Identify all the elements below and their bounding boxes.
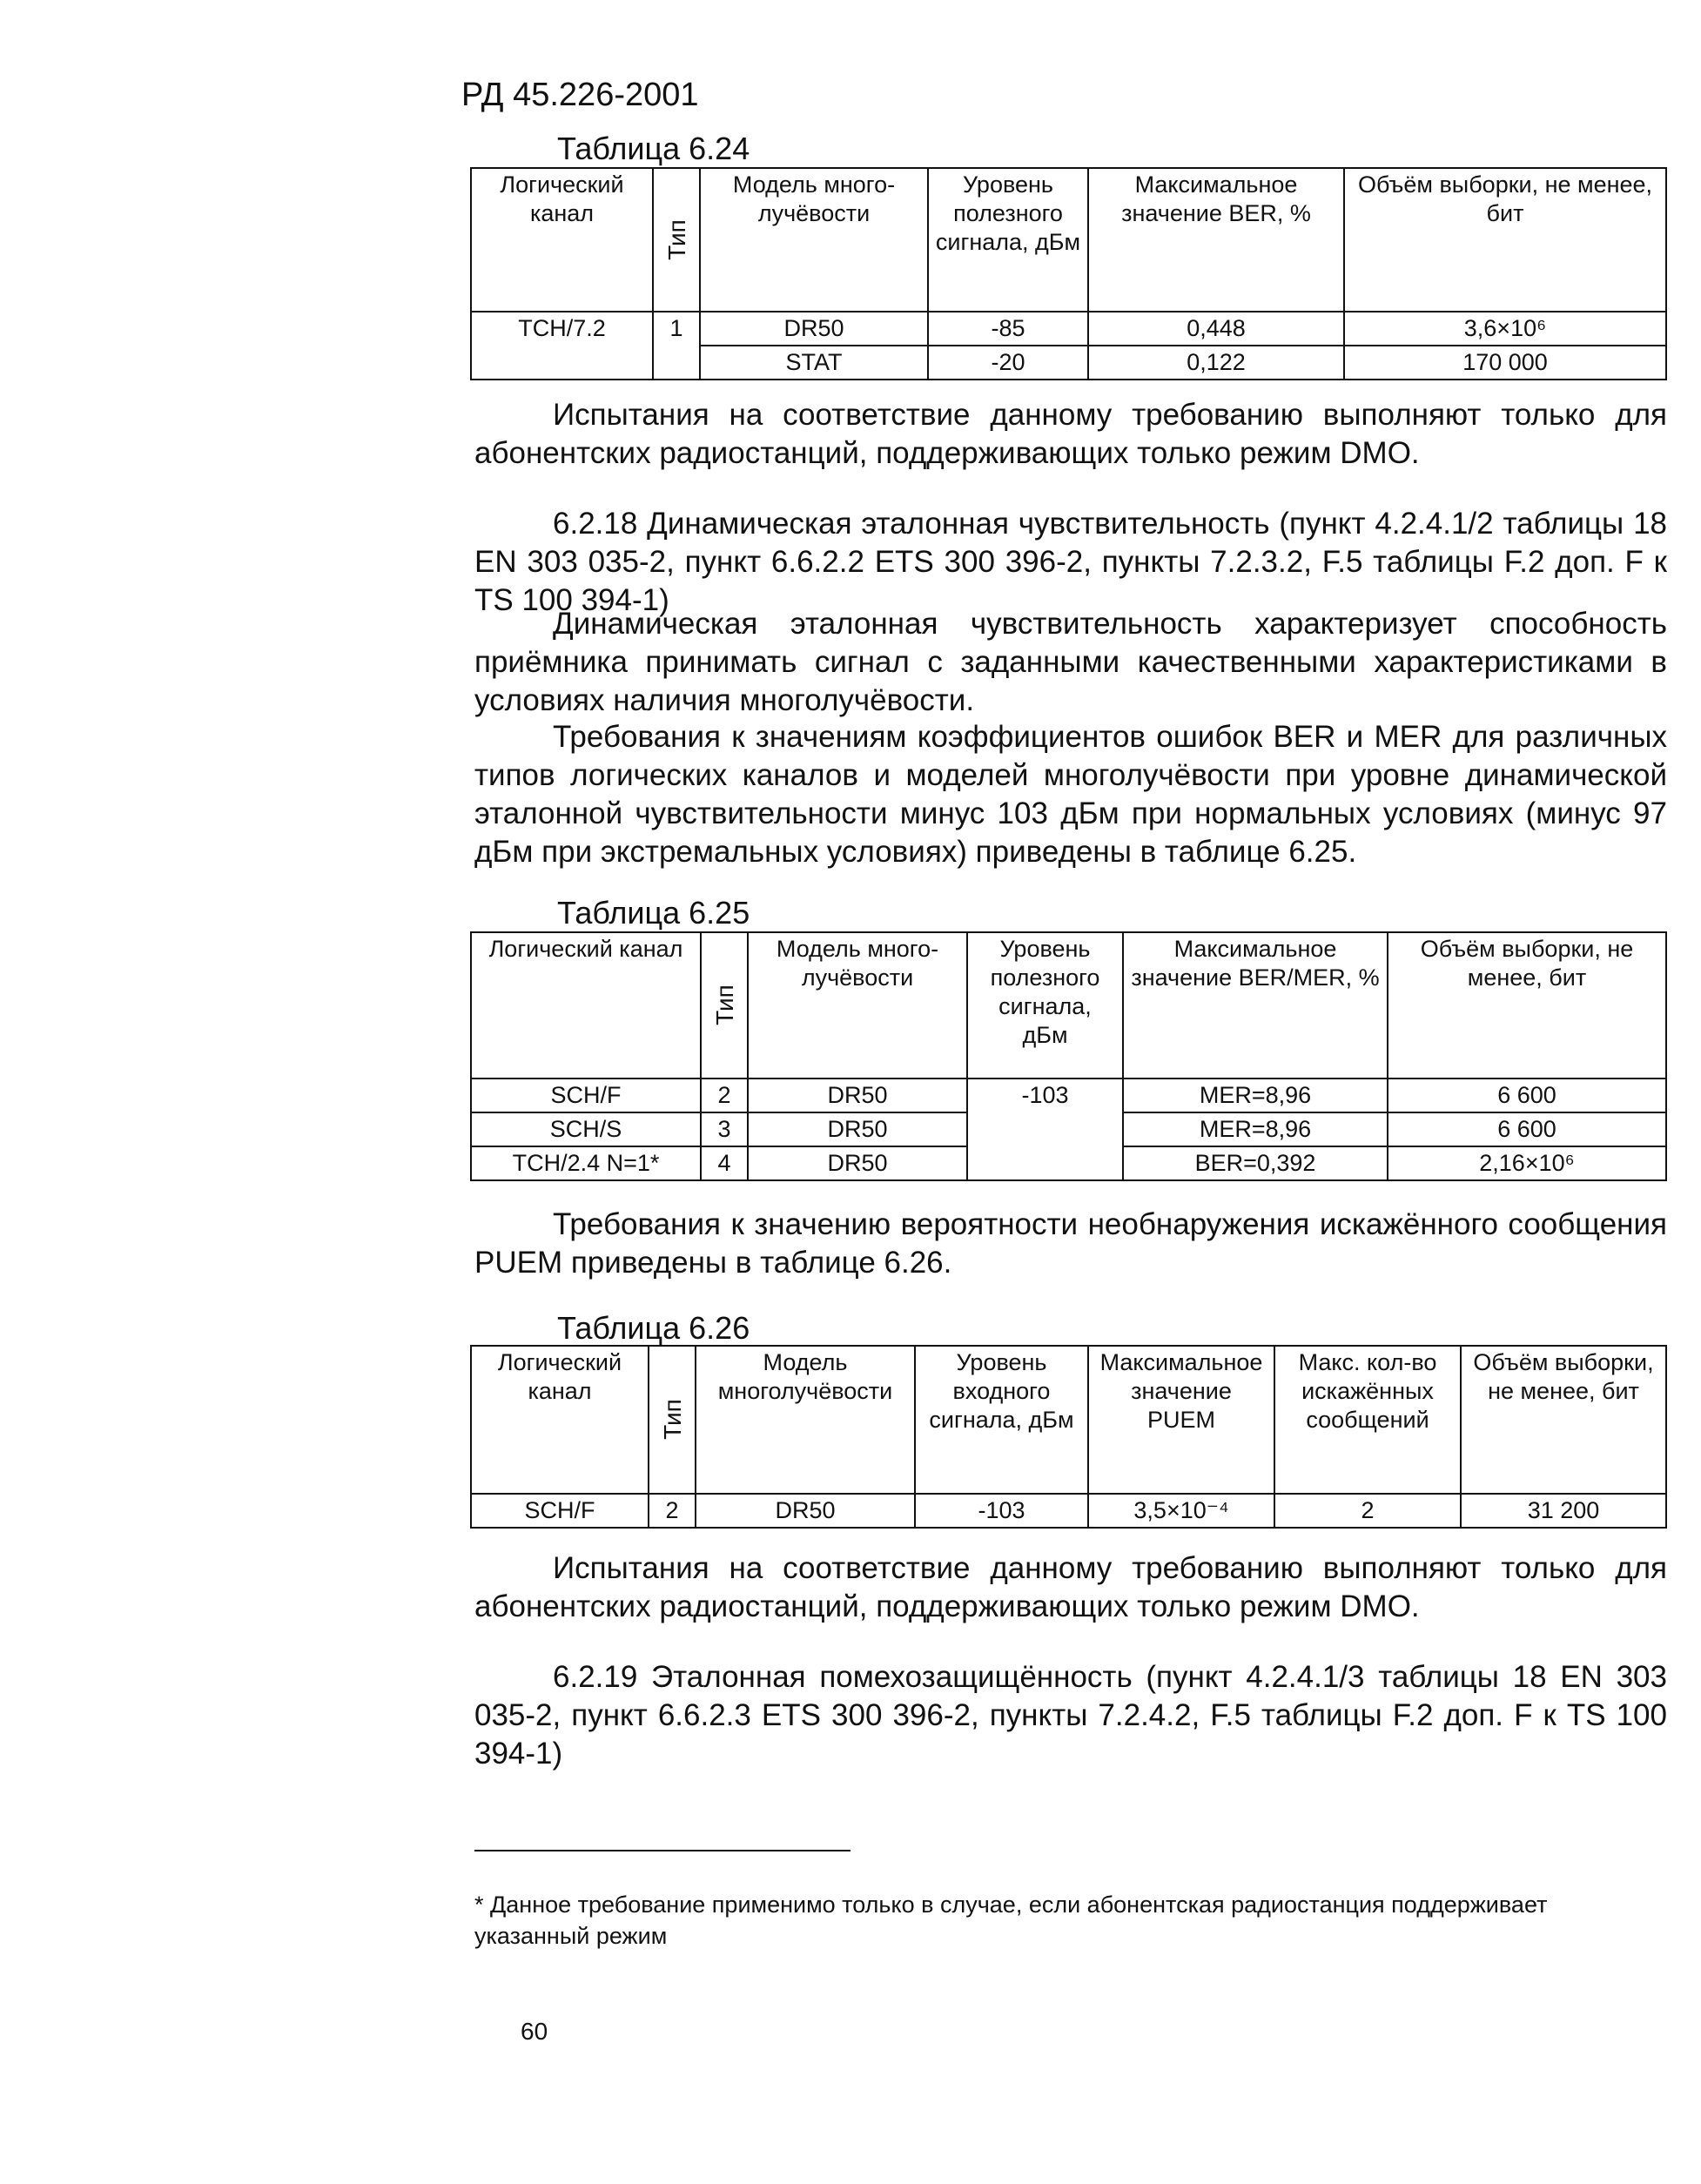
cell-ber: 0,448 xyxy=(1088,312,1344,346)
col-header-count: Макс. кол-во искажённых сообщений xyxy=(1274,1346,1461,1494)
cell-level: -85 xyxy=(928,312,1088,346)
col-header-channel: Логический канал xyxy=(471,1346,649,1494)
cell-channel: SCH/F xyxy=(471,1079,701,1112)
cell-channel: TCH/7.2 xyxy=(471,312,653,380)
cell-type: 4 xyxy=(701,1146,748,1180)
cell-count: 2 xyxy=(1274,1494,1461,1528)
footnote: * Данное требование применимо только в случае, если абонентская радиостанция поддерживает указанный режим xyxy=(474,1892,1548,1949)
col-header-channel: Логический канал xyxy=(471,932,701,1079)
paragraph-6-2-18: 6.2.18 Динамическая эталонная чувствительность (пункт 4.2.4.1/2 таблицы 18 EN 303 035-2, пункт 6.6.2.2 ETS 300 396-2, пункты 7.2.3.2, F.5 таблицы F.2 доп. F к TS 100 394-1) xyxy=(474,507,1667,617)
cell-type: 1 xyxy=(653,312,700,380)
col-header-channel: Логический канал xyxy=(471,168,653,312)
cell-type: 3 xyxy=(701,1112,748,1146)
document-header: РД 45.226-2001 xyxy=(461,77,699,113)
table-6-24-caption: Таблица 6.24 xyxy=(557,131,750,166)
col-header-sample: Объём выборки, не менее, бит xyxy=(1461,1346,1666,1494)
paragraph-dmo-note-1: Испытания на соответствие данному требованию выполняют только для абонентских радиостанций, поддерживающих только режим DMO. xyxy=(474,398,1667,470)
page-number: 60 xyxy=(521,2018,548,2045)
cell-sample: 3,6×10⁶ xyxy=(1344,312,1666,346)
col-header-model: Модель много-лучёвости xyxy=(700,168,928,312)
cell-ber: 0,122 xyxy=(1088,346,1344,380)
paragraph-6-2-19: 6.2.19 Эталонная помехозащищённость (пункт 4.2.4.1/3 таблицы 18 EN 303 035-2, пункт 6.6.2.3 ETS 300 396-2, пункты 7.2.4.2, F.5 таблицы F.2 доп. F к TS 100 394-1) xyxy=(474,1660,1667,1771)
cell-type: 2 xyxy=(649,1494,696,1528)
col-header-puem: Максимальное значение PUEM xyxy=(1088,1346,1274,1494)
cell-channel: SCH/F xyxy=(471,1494,649,1528)
paragraph-puem: Требования к значению вероятности необнаружения искажённого сообщения PUEM приведены в таблице 6.26. xyxy=(474,1207,1667,1280)
paragraph-definition: Динамическая эталонная чувствительность характеризует способность приёмника принимать сигнал с заданными качественными характеристиками в условиях наличия многолучёвости. xyxy=(474,607,1667,717)
cell-puem: 3,5×10⁻⁴ xyxy=(1088,1494,1274,1528)
table-6-24 xyxy=(470,167,1667,380)
col-header-type: Тип xyxy=(649,1346,696,1494)
col-header-type: Тип xyxy=(653,168,700,312)
paragraph-requirements: Требования к значениям коэффициентов ошибок BER и MER для различных типов логических каналов и моделей многолучёвости при уровне динамической эталонной чувствительности минус 103 дБм при нормальных условиях (минус 97 дБм при экстремальных условиях) приведены в таблице 6.25. xyxy=(474,720,1667,869)
cell-model: DR50 xyxy=(748,1146,967,1180)
cell-model: DR50 xyxy=(748,1079,967,1112)
cell-level: -103 xyxy=(915,1494,1088,1528)
col-header-model: Модель много-лучёвости xyxy=(748,932,967,1079)
cell-sample: 6 600 xyxy=(1388,1079,1666,1112)
col-header-level: Уровень входного сигнала, дБм xyxy=(915,1346,1088,1494)
col-header-sample: Объём выборки, не менее, бит xyxy=(1388,932,1666,1079)
cell-model: DR50 xyxy=(748,1112,967,1146)
col-header-level: Уровень полезного сигнала, дБм xyxy=(967,932,1123,1079)
col-header-model: Модель многолучёвости xyxy=(696,1346,915,1494)
table-6-26 xyxy=(470,1345,1667,1529)
col-header-ber: Максимальное значение BER, % xyxy=(1088,168,1344,312)
cell-model: STAT xyxy=(700,346,928,380)
table-6-25-caption: Таблица 6.25 xyxy=(557,895,750,931)
cell-value: MER=8,96 xyxy=(1123,1079,1388,1112)
cell-model: DR50 xyxy=(696,1494,915,1528)
cell-type: 2 xyxy=(701,1079,748,1112)
table-6-25 xyxy=(470,931,1667,1181)
cell-channel: TCH/2.4 N=1* xyxy=(471,1146,701,1180)
cell-value: BER=0,392 xyxy=(1123,1146,1388,1180)
cell-level: -20 xyxy=(928,346,1088,380)
table-6-26-caption: Таблица 6.26 xyxy=(557,1310,750,1346)
cell-sample: 31 200 xyxy=(1461,1494,1666,1528)
col-header-level: Уровень полезного сигнала, дБм xyxy=(928,168,1088,312)
cell-sample: 170 000 xyxy=(1344,346,1666,380)
cell-level: -103 xyxy=(967,1079,1123,1180)
paragraph-dmo-note-2: Испытания на соответствие данному требованию выполняют только для абонентских радиостанций, поддерживающих только режим DMO. xyxy=(474,1551,1667,1623)
cell-sample: 2,16×10⁶ xyxy=(1388,1146,1666,1180)
col-header-value: Максимальное значение BER/MER, % xyxy=(1123,932,1388,1079)
col-header-sample: Объём выборки, не менее, бит xyxy=(1344,168,1666,312)
cell-model: DR50 xyxy=(700,312,928,346)
cell-value: MER=8,96 xyxy=(1123,1112,1388,1146)
cell-sample: 6 600 xyxy=(1388,1112,1666,1146)
col-header-type: Тип xyxy=(701,932,748,1079)
cell-channel: SCH/S xyxy=(471,1112,701,1146)
footnote-divider xyxy=(474,1850,850,1851)
